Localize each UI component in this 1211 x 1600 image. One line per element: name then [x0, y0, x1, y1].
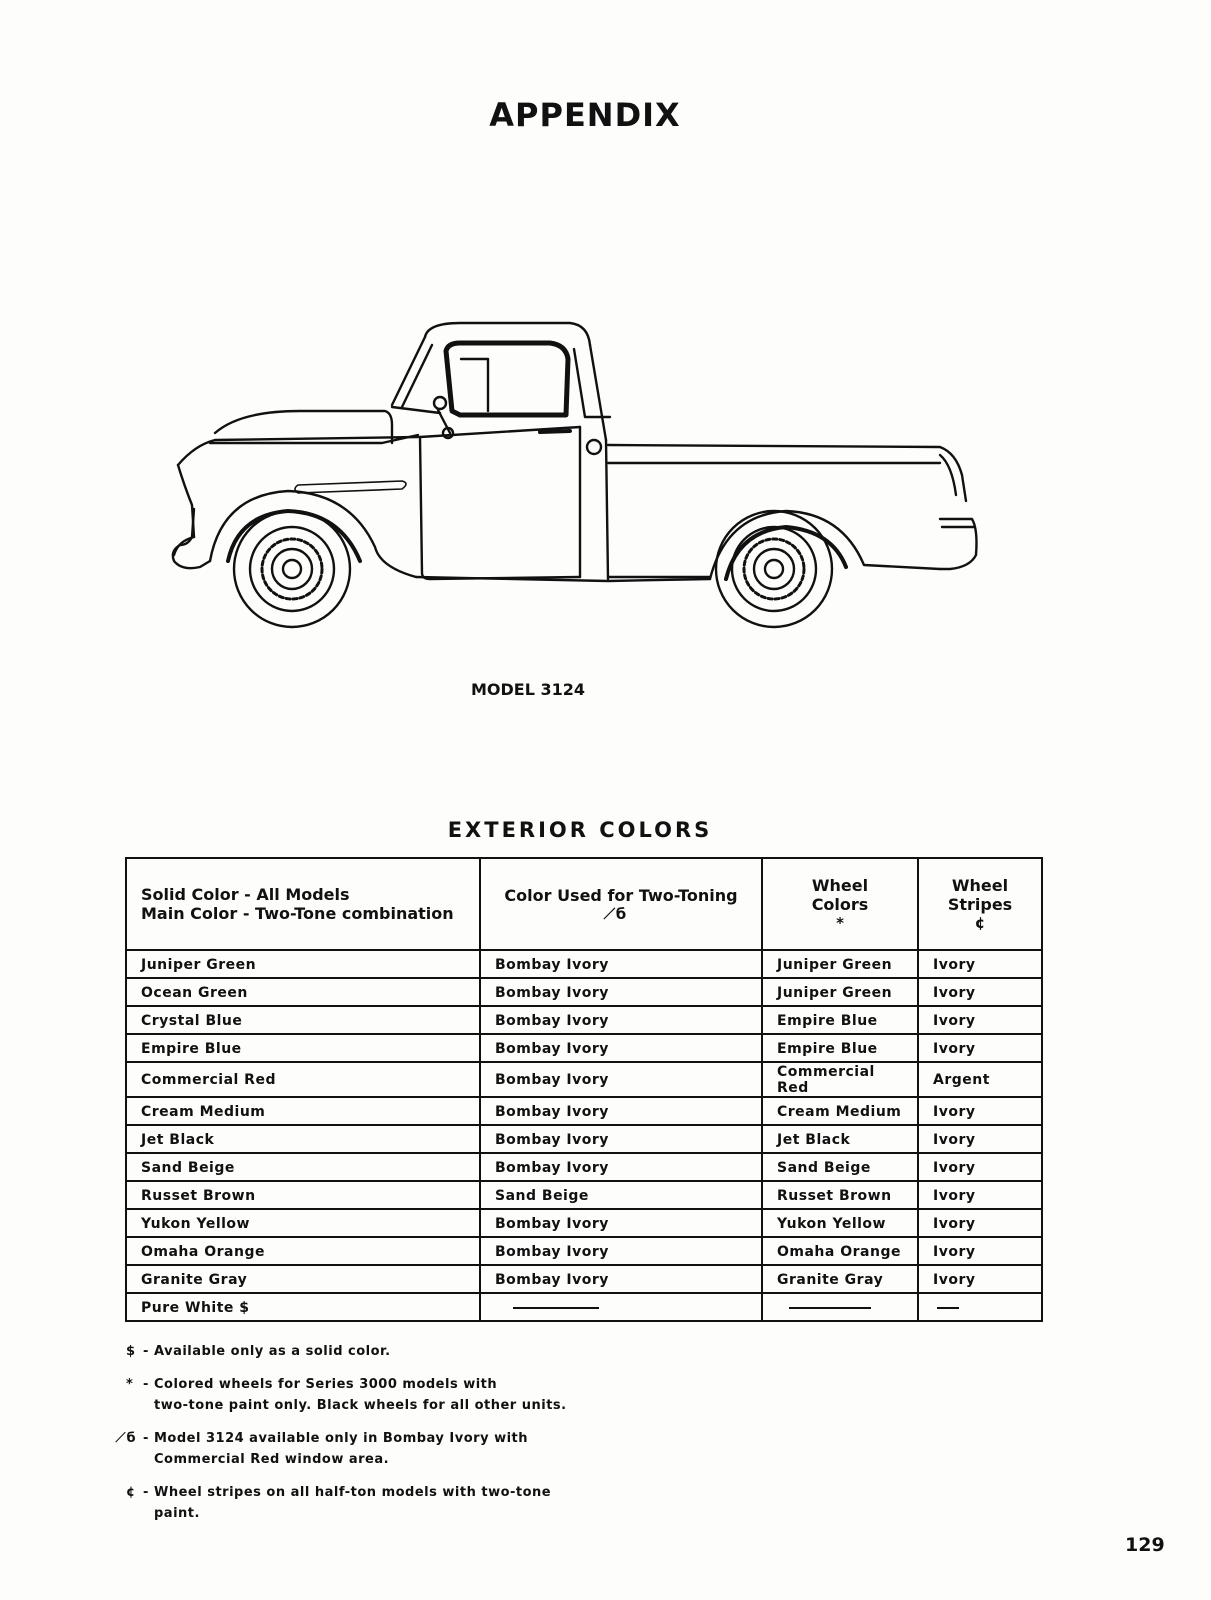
table-header-row	[126, 858, 1042, 950]
cent-symbol: ¢	[974, 914, 986, 932]
footnote-mark: $	[126, 1344, 136, 1359]
two-tone-color-cell	[480, 1293, 762, 1321]
wheel-stripe-cell: Ivory	[918, 978, 1042, 1006]
footnote-line: Model 3124 available only in Bombay Ivory with	[154, 1431, 529, 1446]
main-color-cell: Yukon Yellow	[126, 1209, 480, 1237]
wheel-stripe-cell: Ivory	[918, 1265, 1042, 1293]
main-color-cell: Cream Medium	[126, 1097, 480, 1125]
header-solid-color	[126, 858, 480, 950]
two-tone-color-cell: Bombay Ivory	[480, 950, 762, 978]
wheel-color-cell: Sand Beige	[762, 1153, 918, 1181]
table-row	[126, 1153, 1042, 1181]
main-color-cell: Russet Brown	[126, 1181, 480, 1209]
two-tone-color-cell: Bombay Ivory	[480, 1006, 762, 1034]
asterisk-symbol: *	[836, 914, 844, 932]
table-row	[126, 1062, 1042, 1097]
wheel-stripe-cell: Ivory	[918, 1237, 1042, 1265]
two-tone-color-cell: Bombay Ivory	[480, 1125, 762, 1153]
table-row	[126, 1006, 1042, 1034]
two-tone-color-cell: Bombay Ivory	[480, 1153, 762, 1181]
wheel-stripe-cell: Ivory	[918, 1153, 1042, 1181]
footnotes	[126, 1341, 614, 1536]
header-wheel-colors-line2: Colors	[811, 895, 869, 914]
wheel-color-cell: Juniper Green	[762, 978, 918, 1006]
header-wheel-colors-line1: Wheel	[811, 876, 869, 895]
main-color-cell: Sand Beige	[126, 1153, 480, 1181]
wheel-stripe-cell: Ivory	[918, 950, 1042, 978]
wheel-stripe-cell: Ivory	[918, 1034, 1042, 1062]
table-row	[126, 1265, 1042, 1293]
main-color-cell: Pure White $	[126, 1293, 480, 1321]
main-color-cell: Jet Black	[126, 1125, 480, 1153]
wheel-stripe-cell: Ivory	[918, 1097, 1042, 1125]
wheel-color-cell: Commercial Red	[762, 1062, 918, 1097]
footnote-mark: ̸б	[126, 1431, 137, 1446]
wheel-color-cell: Omaha Orange	[762, 1237, 918, 1265]
footnote	[126, 1341, 614, 1362]
wheel-color-cell	[762, 1293, 918, 1321]
footnote-text	[154, 1374, 614, 1416]
header-solid-color-line2: Main Color - Two-Tone combination	[141, 904, 454, 923]
table-row	[126, 978, 1042, 1006]
footnote-line: Available only as a solid color.	[154, 1344, 391, 1359]
table-row	[126, 1097, 1042, 1125]
wheel-stripe-cell: Argent	[918, 1062, 1042, 1097]
main-color-cell: Granite Gray	[126, 1265, 480, 1293]
wheel-color-cell: Empire Blue	[762, 1034, 918, 1062]
two-tone-color-cell: Bombay Ivory	[480, 1062, 762, 1097]
footnote	[126, 1374, 614, 1416]
footnote-line: paint.	[154, 1506, 200, 1521]
header-two-toning-label: Color Used for Two-Toning	[504, 885, 738, 905]
main-color-cell: Crystal Blue	[126, 1006, 480, 1034]
footnote	[126, 1428, 614, 1470]
exterior-colors-table	[125, 857, 1043, 1322]
two-tone-color-cell: Bombay Ivory	[480, 1265, 762, 1293]
footnote-line: Colored wheels for Series 3000 models with	[154, 1377, 498, 1392]
footnote-line: Wheel stripes on all half-ton models with two-tone	[154, 1485, 552, 1500]
footnote-mark: *	[126, 1377, 134, 1392]
footnote-text	[154, 1428, 614, 1470]
wheel-stripe-cell: Ivory	[918, 1006, 1042, 1034]
footnote	[126, 1482, 614, 1524]
footnote-separator: -	[143, 1344, 149, 1359]
table-row	[126, 1237, 1042, 1265]
footnote-separator: -	[143, 1485, 149, 1500]
main-color-cell: Ocean Green	[126, 978, 480, 1006]
footnote-mark: ¢	[126, 1485, 136, 1500]
header-wheel-colors	[762, 858, 918, 950]
two-tone-color-cell: Bombay Ivory	[480, 978, 762, 1006]
wheel-color-cell: Russet Brown	[762, 1181, 918, 1209]
table-row	[126, 1181, 1042, 1209]
main-color-cell: Empire Blue	[126, 1034, 480, 1062]
footnote-line: Commercial Red window area.	[154, 1452, 390, 1467]
main-color-cell: Omaha Orange	[126, 1237, 480, 1265]
main-color-cell: Juniper Green	[126, 950, 480, 978]
header-wheel-stripes-line1: Wheel	[951, 876, 1009, 895]
wheel-color-cell: Empire Blue	[762, 1006, 918, 1034]
header-two-toning	[480, 858, 762, 950]
table-row	[126, 1034, 1042, 1062]
wheel-color-cell: Yukon Yellow	[762, 1209, 918, 1237]
wheel-stripe-cell: Ivory	[918, 1209, 1042, 1237]
section-title: EXTERIOR COLORS	[447, 818, 713, 842]
footnote-text	[154, 1341, 614, 1362]
wheel-stripe-cell: Ivory	[918, 1125, 1042, 1153]
not-applicable-dash	[513, 1307, 599, 1309]
table-row	[126, 1209, 1042, 1237]
page-number: 129	[1125, 1534, 1165, 1556]
wheel-color-cell: Granite Gray	[762, 1265, 918, 1293]
header-wheel-stripes-line2: Stripes	[947, 895, 1013, 914]
footnote-line: two-tone paint only. Black wheels for all other units.	[154, 1398, 567, 1413]
two-tone-color-cell: Bombay Ivory	[480, 1237, 762, 1265]
header-solid-color-line1: Solid Color - All Models	[141, 885, 350, 904]
header-wheel-stripes	[918, 858, 1042, 950]
table-row	[126, 1125, 1042, 1153]
wheel-color-cell: Juniper Green	[762, 950, 918, 978]
footnote-separator: -	[143, 1431, 149, 1446]
wheel-stripe-cell: Ivory	[918, 1181, 1042, 1209]
two-tone-color-cell: Bombay Ivory	[480, 1034, 762, 1062]
two-tone-color-cell: Bombay Ivory	[480, 1209, 762, 1237]
wheel-color-cell: Cream Medium	[762, 1097, 918, 1125]
main-color-cell: Commercial Red	[126, 1062, 480, 1097]
wheel-color-cell: Jet Black	[762, 1125, 918, 1153]
two-toning-symbol: ̸б	[615, 904, 627, 923]
two-tone-color-cell: Bombay Ivory	[480, 1097, 762, 1125]
not-applicable-dash	[789, 1307, 871, 1309]
footnote-text	[154, 1482, 614, 1524]
table-row	[126, 1293, 1042, 1321]
truck-illustration	[170, 315, 990, 645]
two-tone-color-cell: Sand Beige	[480, 1181, 762, 1209]
footnote-separator: -	[143, 1377, 149, 1392]
table-row	[126, 950, 1042, 978]
page-title: APPENDIX	[489, 96, 681, 134]
not-applicable-dash	[937, 1307, 959, 1309]
model-caption: MODEL 3124	[471, 680, 586, 699]
wheel-stripe-cell	[918, 1293, 1042, 1321]
